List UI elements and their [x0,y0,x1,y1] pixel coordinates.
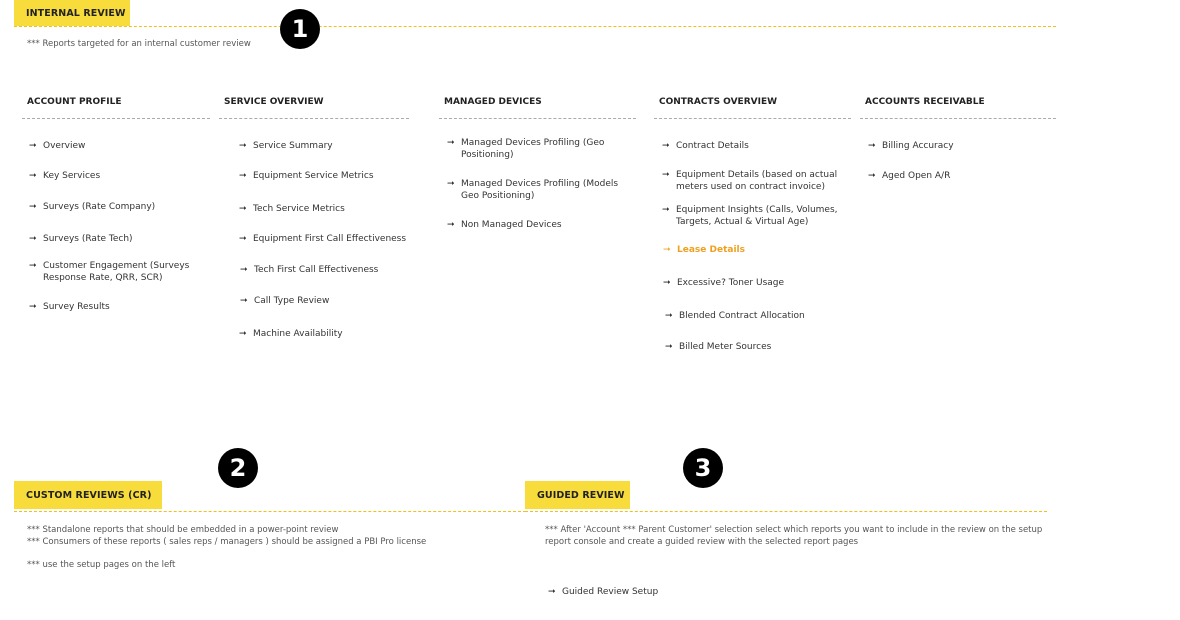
nav-surveys-rate-tech[interactable]: ➞ Surveys (Rate Tech) [29,234,133,244]
custom-reviews-tag [14,481,162,509]
nav-equipment-first-call-effectiveness[interactable]: ➞ Equipment First Call Effectiveness [239,234,407,244]
guided-review-note: *** After 'Account *** Parent Customer' selection select which reports you want to include in the review on the setup report console and create a guided review with the selected report pages [545,525,1043,547]
column-divider [219,118,409,119]
guided-review-tag [525,481,630,509]
arrow-right-icon: ➞ [447,179,455,189]
step-badge-2: 2 [218,448,258,488]
nav-aged-open-ar[interactable]: ➞ Aged Open A/R [868,171,951,181]
arrow-right-icon: ➞ [29,202,37,212]
nav-service-summary[interactable]: ➞ Service Summary [239,141,333,151]
arrow-right-icon: ➞ [662,205,670,215]
nav-blended-contract-allocation[interactable]: ➞ Blended Contract Allocation [665,311,805,321]
arrow-right-icon: ➞ [239,234,247,244]
arrow-right-icon: ➞ [662,141,670,151]
arrow-right-icon: ➞ [868,171,876,181]
column-divider [439,118,636,119]
arrow-right-icon: ➞ [240,296,248,306]
nav-billed-meter-sources[interactable]: ➞ Billed Meter Sources [665,342,772,352]
arrow-right-icon: ➞ [239,329,247,339]
custom-reviews-note-3: *** use the setup pages on the left [27,560,176,570]
arrow-right-icon: ➞ [663,278,671,288]
column-title: MANAGED DEVICES [444,97,542,107]
step-badge-1: 1 [280,9,320,49]
arrow-right-icon: ➞ [239,141,247,151]
arrow-right-icon: ➞ [239,171,247,181]
column-title: SERVICE OVERVIEW [224,97,324,107]
arrow-right-icon: ➞ [447,220,455,230]
custom-reviews-note-2: *** Consumers of these reports ( sales reps / managers ) should be assigned a PBI Pro license [27,537,427,547]
nav-overview[interactable]: ➞ Overview [29,141,86,151]
custom-reviews-divider [14,511,526,512]
nav-managed-devices-models-geo[interactable]: ➞ Managed Devices Profiling (Models Geo Positioning) [447,179,619,201]
arrow-right-icon: ➞ [29,302,37,312]
internal-review-divider [14,26,1056,27]
arrow-right-icon: ➞ [29,171,37,181]
arrow-right-icon: ➞ [29,234,37,244]
nav-guided-review-setup[interactable]: ➞ Guided Review Setup [548,587,659,597]
column-divider [22,118,210,119]
column-title: ACCOUNTS RECEIVABLE [865,97,985,107]
arrow-right-icon: ➞ [447,138,455,148]
column-title: ACCOUNT PROFILE [27,97,122,107]
custom-reviews-note-1: *** Standalone reports that should be embedded in a power-point review [27,525,339,535]
internal-review-title: INTERNAL REVIEW [26,7,126,19]
arrow-right-icon: ➞ [868,141,876,151]
arrow-right-icon: ➞ [548,587,556,597]
nav-call-type-review[interactable]: ➞ Call Type Review [240,296,330,306]
nav-contract-details[interactable]: ➞ Contract Details [662,141,749,151]
nav-billing-accuracy[interactable]: ➞ Billing Accuracy [868,141,954,151]
arrow-right-icon: ➞ [239,204,247,214]
arrow-right-icon: ➞ [240,265,248,275]
nav-non-managed-devices[interactable]: ➞ Non Managed Devices [447,220,562,230]
arrow-right-icon: ➞ [665,342,673,352]
internal-review-tag [14,0,130,26]
step-badge-3: 3 [683,448,723,488]
nav-lease-details[interactable]: ➞ Lease Details [663,245,745,255]
arrow-right-icon: ➞ [29,141,37,151]
nav-equipment-details[interactable]: ➞ Equipment Details (based on actual meters used on contract invoice) [662,170,838,192]
nav-equipment-service-metrics[interactable]: ➞ Equipment Service Metrics [239,171,374,181]
guided-review-title: GUIDED REVIEW [537,489,625,501]
arrow-right-icon: ➞ [665,311,673,321]
nav-equipment-insights[interactable]: ➞ Equipment Insights (Calls, Volumes, Targets, Actual & Virtual Age) [662,205,838,227]
nav-surveys-rate-company[interactable]: ➞ Surveys (Rate Company) [29,202,156,212]
nav-machine-availability[interactable]: ➞ Machine Availability [239,329,343,339]
nav-tech-first-call-effectiveness[interactable]: ➞ Tech First Call Effectiveness [240,265,379,275]
nav-key-services[interactable]: ➞ Key Services [29,171,101,181]
nav-excessive-toner-usage[interactable]: ➞ Excessive? Toner Usage [663,278,785,288]
arrow-right-icon: ➞ [662,170,670,180]
nav-customer-engagement[interactable]: ➞ Customer Engagement (Surveys Response Rate, QRR, SCR) [29,261,190,283]
column-title: CONTRACTS OVERVIEW [659,97,778,107]
arrow-right-icon: ➞ [29,261,37,271]
arrow-right-icon: ➞ [663,245,671,255]
guided-review-divider [525,511,1047,512]
internal-review-note: *** Reports targeted for an internal customer review [27,39,251,49]
column-divider [654,118,851,119]
nav-tech-service-metrics[interactable]: ➞ Tech Service Metrics [239,204,345,214]
custom-reviews-title: CUSTOM REVIEWS (CR) [26,489,152,501]
nav-managed-devices-geo[interactable]: ➞ Managed Devices Profiling (Geo Positioning) [447,138,605,160]
nav-survey-results[interactable]: ➞ Survey Results [29,302,110,312]
column-divider [860,118,1056,119]
